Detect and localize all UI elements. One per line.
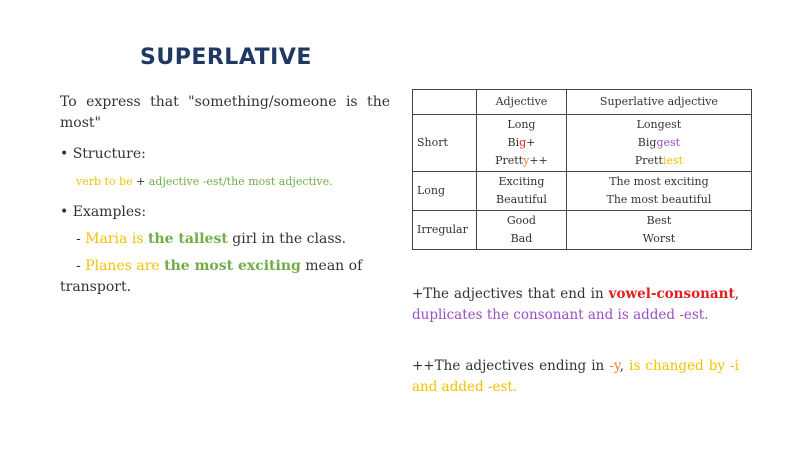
cell-line: Exciting bbox=[498, 175, 545, 188]
cell-line bbox=[481, 134, 562, 152]
note-2-comma: , bbox=[619, 358, 625, 374]
table-header-row bbox=[413, 90, 752, 115]
note-1-consonant: consonant bbox=[656, 286, 735, 302]
table-cell bbox=[566, 115, 751, 172]
table-cell bbox=[477, 211, 567, 250]
structure-item bbox=[60, 144, 390, 165]
example-2-subject: Planes are bbox=[85, 258, 160, 274]
structure-formula bbox=[76, 171, 390, 192]
bullet-icon: • bbox=[60, 146, 69, 162]
formula-rest: adjective -est/the most adjective. bbox=[148, 175, 333, 188]
examples-label: Examples: bbox=[72, 204, 147, 220]
page-title: SUPERLATIVE bbox=[140, 45, 312, 70]
note-2-text: ++The adjectives ending in bbox=[412, 358, 605, 374]
table-cell bbox=[566, 211, 751, 250]
cell-line: Best bbox=[646, 214, 672, 227]
row-label: Irregular bbox=[413, 211, 477, 250]
example-1 bbox=[60, 229, 390, 250]
cell-line: The most beautiful bbox=[606, 193, 712, 206]
bullet-icon: • bbox=[60, 204, 69, 220]
table-row-short bbox=[413, 115, 752, 172]
example-1-rest: girl in the class. bbox=[232, 231, 347, 247]
example-1-superlative: the tallest bbox=[147, 231, 228, 247]
table-header-cell: Adjective bbox=[477, 90, 567, 115]
example-2-rest: mean of transport. bbox=[60, 258, 363, 295]
example-2-superlative: the most exciting bbox=[164, 258, 301, 274]
superlative-table bbox=[412, 89, 752, 250]
highlight-part: gest bbox=[656, 136, 681, 149]
cell-line bbox=[571, 134, 747, 152]
formula-verb: verb to be bbox=[76, 175, 133, 188]
table-cell bbox=[477, 172, 567, 211]
row-label: Short bbox=[413, 115, 477, 172]
note-2-y: -y bbox=[609, 358, 620, 374]
table-header-cell: Superlative adjective bbox=[566, 90, 751, 115]
intro-text: To express that "something/someone is the most" bbox=[60, 94, 390, 131]
highlight-part: g bbox=[519, 136, 527, 149]
note-1-text: +The adjectives that end in bbox=[412, 286, 604, 302]
cell-line: Longest bbox=[636, 118, 682, 131]
note-1-comma: , bbox=[734, 286, 739, 302]
table-cell bbox=[566, 172, 751, 211]
structure-label: Structure: bbox=[72, 146, 146, 162]
text-part: + bbox=[526, 136, 536, 149]
table-row-irregular bbox=[413, 211, 752, 250]
text-part: ++ bbox=[529, 154, 548, 167]
note-short-adjectives bbox=[412, 284, 739, 326]
cell-line: Good bbox=[506, 214, 536, 227]
cell-line: Beautiful bbox=[496, 193, 547, 206]
text-part: Prett bbox=[634, 154, 663, 167]
note-2-rest: is changed by -i and added -est. bbox=[412, 358, 739, 395]
cell-line: Worst bbox=[642, 232, 676, 245]
formula-plus: + bbox=[136, 175, 146, 188]
table-cell bbox=[477, 115, 567, 172]
examples-item bbox=[60, 202, 390, 223]
cell-line: Bad bbox=[510, 232, 533, 245]
example-dash: - bbox=[76, 231, 81, 247]
cell-line bbox=[481, 152, 562, 170]
note-1-rest: duplicates the consonant and is added -est. bbox=[412, 307, 709, 323]
text-part: Prett bbox=[495, 154, 524, 167]
cell-line: The most exciting bbox=[609, 175, 709, 188]
text-part: Bi bbox=[507, 136, 520, 149]
note-1-vowel: vowel- bbox=[608, 286, 657, 302]
cell-line: Long bbox=[507, 118, 536, 131]
highlight-part: y bbox=[523, 154, 530, 167]
table-header-cell bbox=[413, 90, 477, 115]
row-label: Long bbox=[413, 172, 477, 211]
example-dash: - bbox=[76, 258, 81, 274]
example-1-subject: Maria is bbox=[85, 231, 144, 247]
note-y-adjectives bbox=[412, 356, 739, 398]
cell-line bbox=[571, 152, 747, 170]
example-2 bbox=[60, 256, 390, 298]
table-row-long bbox=[413, 172, 752, 211]
highlight-part: iest bbox=[662, 154, 683, 167]
text-part: Big bbox=[637, 136, 657, 149]
left-content bbox=[60, 92, 390, 298]
